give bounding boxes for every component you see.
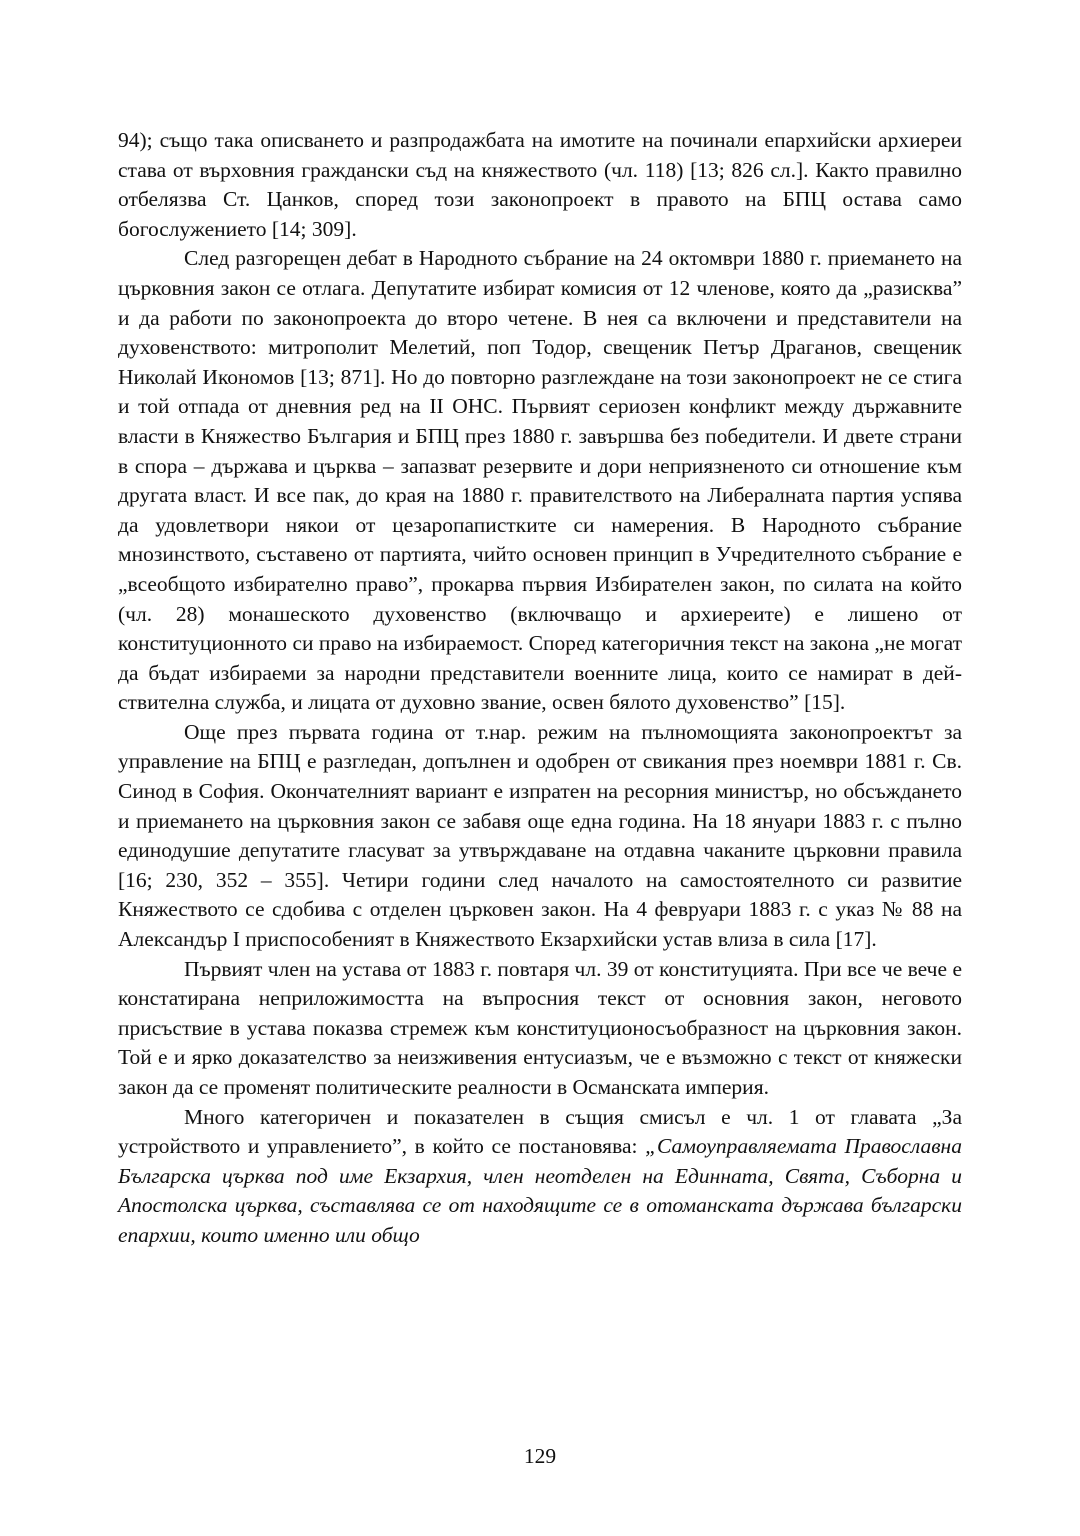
paragraph-5-quote: „Самоуправляемата Православна Българска църква под име Екзархия, член неотделен на Единната, Свята, Съборна и Апостолска църква, съставлява се от находящите се в отоманската държава български епархии, които именно или общо (118, 1134, 962, 1247)
paragraph-4: Първият член на устава от 1883 г. повтаря чл. 39 от конституцията. При все че вече е констатирана неприложимостта на въпросния текст от основния закон, неговото присъствие в устава показва стремеж към конституционосъобразност на църковния закон. Той е и ярко доказателство за неизживения ентусиазъм, че е възможно с текст от княжески закон да се променят политическите реалности в Османската империя. (118, 956, 962, 1099)
paragraph-1: 94); също така описването и разпродажбата на имотите на починали епархийски архиереи става от върховния граждански съд на княжеството (чл. 118) [13; 826 сл.]. Както правилно отбелязва Ст. Цанков, според този законопроект в правото на БПЦ остава само богослужението [14; 309]. (118, 128, 962, 241)
paragraph-5-regular: Много категоричен и показателен в същия смисъл е чл. 1 от главата „За устройството и управлението”, в който се постановява: (118, 1104, 962, 1159)
page-number: 129 (523, 1444, 557, 1468)
paragraph-3: Още през първата година от т.нар. режим на пълномощията законопроектът за управление на БПЦ е разгледан, допълнен и одобрен от свикания през ноември 1881 г. Св. Синод в София. Окончателният вариант е изпратен на ресорния министър, но обсъждането и приемането на църковния закон се забавя още една година. На 18 януари 1883 г. с пълно единодушие депутатите гласуват за утвърждаване на отдавна чаканите църковни правила [16; 230, 352 – 355]. Четири години след началото на самостоятелното си развитие Княжеството се сдобива с отделен църковен закон. На 4 февруари 1883 г. с указ № 88 на Александър I приспособеният в Княжеството Екзархийски устав влиза в сила [17]. (118, 719, 962, 952)
body-text (118, 126, 962, 1251)
paragraph-5 (118, 1103, 962, 1251)
paragraph-2: След разгорещен дебат в Народното събрание на 24 октомври 1880 г. приемането на църковния закон се отлага. Депутатите избират комисия от 12 членове, която да „разисква” и да работи по законопроекта до второ четене. В нея са включени и представители на духовенството: митрополит Мелетий, поп Тодор, свещеник Петър Драганов, свещеник Николай Икономов [13; 871]. Но до повторно разглеждане на този законопроект не се стига и той отпада от дневния ред на II ОНС. Първият сериозен конфликт между държавните власти в Княжество България и БПЦ през 1880 г. завършва без победители. И двете страни в спора – държава и църква – запазват резервите и дори неприязненото си отношение към другата власт. И все пак, до края на 1880 г. правителството на Либералната партия успява да удовлетвори някои от цезаропапистките си намерения. В Народното събрание мнозинството, съставено от партията, чийто основен принцип в Учредителното събрание е „всеобщото избирателно право”, прокарва първия Избирателен закон, по силата на който (чл. 28) монашеското духовенство (включващо и архиереите) е лишено от конституционното си право на избираемост. Според категоричния текст на закона „не могат да бъдат избираеми за народни представители военните лица, които се намират в действителна служба, и лицата от духовно звание, освен бялото духовенство” [15]. (118, 246, 962, 715)
